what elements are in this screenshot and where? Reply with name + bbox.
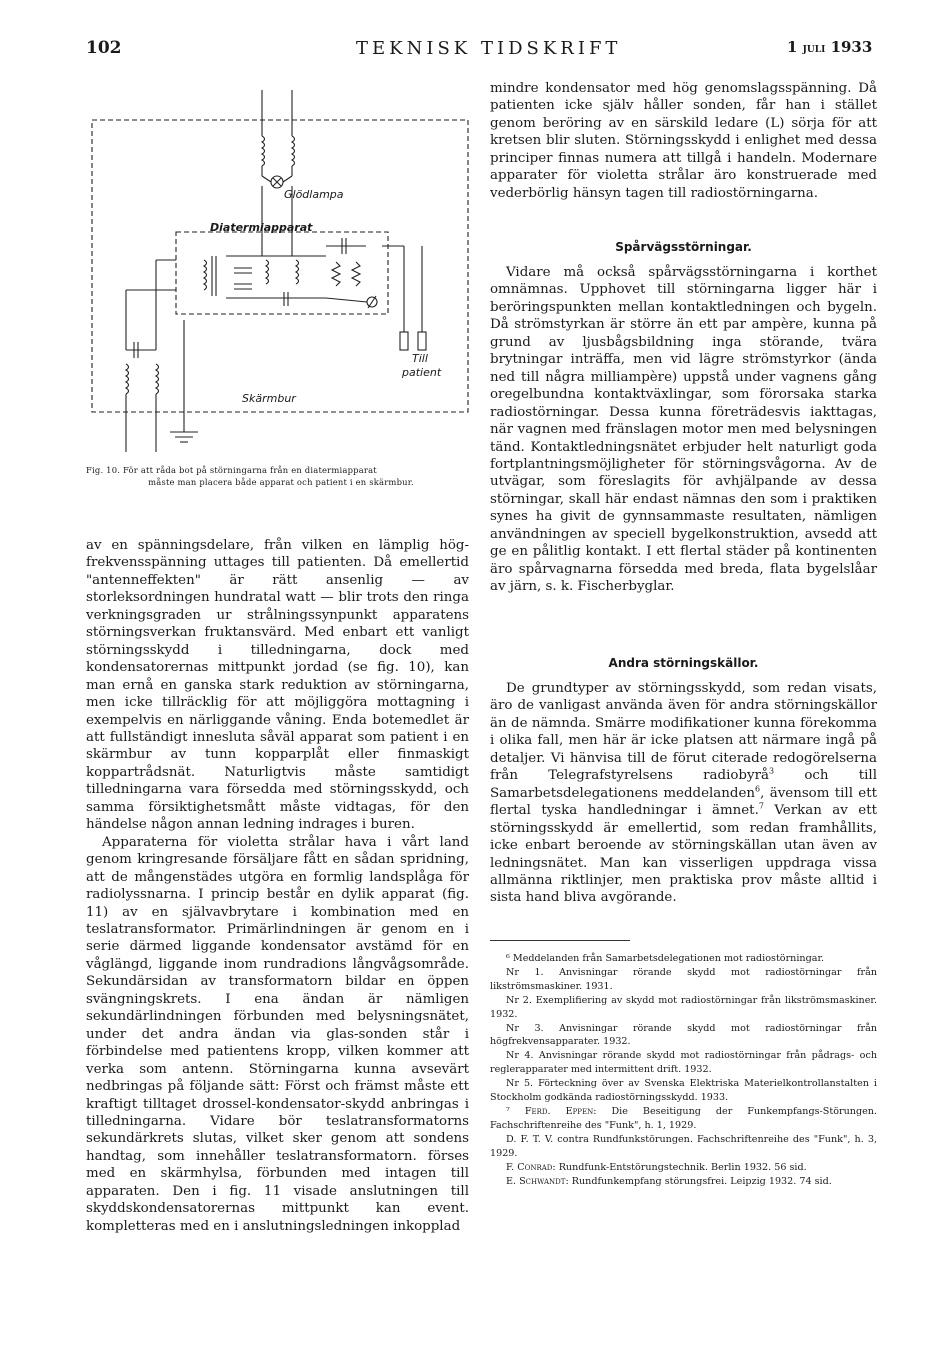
footnote-6-nr3: Nr 3. Anvisningar rörande skydd mot radiostörningar från högfrekvensapparater. 1932.: [490, 1022, 877, 1048]
journal-title: TEKNISK TIDSKRIFT: [356, 38, 622, 59]
heading-sparvagsstorningar: Spårvägsstörningar.: [615, 240, 752, 254]
left-paragraph-1: av en spänningsdelare, från vilken en lämplig hög-frekvensspänning uttages till patienten. Då emellertid "antenneffekten" är rätt ansenlig — av storleksordningen hundratal watt — blir trots den ringa verkningsgraden ur strålningssynpunkt apparatens störningsverkan fruktansvärd. Med enbart ett vanligt störningsskydd i tilledningarna, dock med kondensatorernas mittpunkt jordad (se fig. 10), kan man ernå en ganska stark reduktion av störningarna, men icke tillräcklig för att möjliggöra mottagning i exempelvis en närliggande våning. Enda botemedlet är att fullständigt innesluta såväl apparat som patient i en skärmbur av tunn kopparplåt eller finmaskigt koppartrådsnät. Naturligtvis måste samtidigt tilledningarna vara försedda med störningsskydd, och samma försiktighetsmått måste vidtagas, för den händelse någon annan ledning indrages i buren.: [86, 538, 469, 833]
footnote-ref-6: 6: [755, 784, 761, 794]
text-c: , ävensom till ett flertal tyska handledningar i ämnet.: [490, 785, 877, 819]
right-paragraph-continuation: mindre kondensator med hög genomslagsspänning. Då patienten icke själv håller sonden, får han i stället genom beröring av en särskild ledare (L) sörja för att kretsen blir sluten. Störningsskydd i enlighet med dessa principer finnas numera att tillgå i handeln. Modernare apparater för violetta strålar äro konstruerade med vederbörlig hänsyn tagen till radiostörningarna.: [490, 81, 877, 201]
label-skarmbur: Skärmbur: [242, 392, 296, 405]
label-diatermiapparat: Diatermiapparat: [210, 221, 313, 234]
footnote-6: ⁶ Meddelanden från Samarbetsdelegationen mot radiostörningar.: [506, 953, 825, 964]
figure-10-circuit-diagram: [86, 80, 474, 460]
label-glodlampa: Glödlampa: [284, 188, 344, 201]
footnote-ref-3: 3: [768, 766, 775, 776]
text-b: och till Samarbetsdelegationens meddelanden: [490, 768, 877, 801]
footnote-6-nr4: Nr 4. Anvisningar rörande skydd mot radiostörningar från pådrags- och reglerapparater med intermittent drift. 1932.: [490, 1050, 877, 1076]
issue-day: 1: [787, 38, 798, 56]
footnote-6-nr2: Nr 2. Exemplifiering av skydd mot radiostörningar från likströmsmaskiner. 1932.: [490, 994, 877, 1020]
right-column-continuation: [490, 80, 877, 202]
footnote-7-author: Ferd. Eppen: [524, 1105, 594, 1117]
caption-line-1: Fig. 10. För att råda bot på störningarna från en diatermiapparat: [86, 465, 377, 475]
heading-andra-storningskallor: Andra störningskällor.: [608, 656, 759, 670]
footnote-rule: [490, 940, 630, 941]
right-paragraph-andra: [490, 680, 877, 907]
footnote-7: [490, 1105, 877, 1133]
page-number: 102: [86, 38, 122, 58]
footnotes: [490, 952, 877, 1188]
footnote-7-c-text: : Rundfunk-Entstörungstechnik. Berlin 1932. 56 sid.: [552, 1161, 807, 1173]
footnote-7-d-author: E. Schwandt: [506, 1175, 566, 1187]
left-column: [86, 537, 469, 1235]
footnote-7-c-author: F. Conrad: [506, 1161, 553, 1173]
label-patient: patient: [402, 366, 442, 379]
footnote-7-text: : Die Beseitigung der Funkempfangs-Störungen. Fachschriftenreihe des "Funk", h. 1, 1929.: [490, 1105, 877, 1131]
caption-line-2: måste man placera både apparat och patient i en skärmbur.: [148, 477, 414, 487]
text-a: De grundtyper av störningsskydd, som redan visats, äro de vanligast använda även för andra störningskällor än de nämnda. Smärre modifikationer kunna förekomma i olika fall, men här är icke platsen att närmare ingå på detaljer. Vi hänvisa till de förut citerade redogörelserna från Telegrafstyrelsens radiobyrå: [490, 681, 877, 784]
right-section-2: [490, 680, 877, 907]
left-paragraph-2: Apparaterna för violetta strålar hava i vårt land genom kringresande försäljare fått en sådan spridning, att de mångenstädes utgöra en formlig landsplåga för radiolyssnarna. I princip består en dylik apparat (fig. 11) av en självavbrytare i kombination med en teslatransformator. Primärlindningen är genom en i serie därmed liggande kondensator avstämd för en våglängd, liggande inom rundradions långvågsområde. Sekundärsidan av transformatorn bildar en öppen svängningskrets. I ena ändan är nämligen sekundärlindningen förbunden med belysningsnätet, under det andra ändan via glas-sonden står i förbindelse med patientens kropp, vilken kommer att verka som antenn. Störningarna kunna avsevärt nedbringas på följande sätt: Först och främst måste ett kraftigt tilltaget drossel-kondensator-skydd anbringas i tilledningarna. Vidare bör teslatransformatorns sekundärkrets slutas, vilket sker genom att sondens handtag, som innehåller teslatransformatorn. förses med en skärmhylsa, förbunden med intagen till apparaten. Den i fig. 11 visade anslutningen till skyddskondensatorernas mittpunkt kan event. kompletteras med en i anslutningsledningen inkopplad: [86, 834, 469, 1234]
text-d: Verkan av ett störningsskydd är emellertid, som redan framhållits, icke enbart beroende av störningskällan utan även av ledningsnätet. Man kan visserligen uppdraga vissa allmänna riktlinjer, men praktiska prov måste alltid i sista hand bliva avgörande.: [490, 803, 877, 906]
label-till: Till: [412, 352, 428, 365]
footnote-7-b: D. F. T. V. contra Rundfunkstörungen. Fachschriftenreihe des "Funk", h. 3, 1929.: [490, 1133, 877, 1159]
issue-date: [787, 38, 872, 56]
footnote-7-mark: ⁷: [506, 1105, 510, 1117]
footnote-7-d-text: : Rundfunkempfang störungsfrei. Leipzig 1932. 74 sid.: [565, 1175, 832, 1187]
right-section-1: [490, 264, 877, 596]
footnote-6-nr5: Nr 5. Förteckning över av Svenska Elektriska Materielkontrollanstalten i Stockholm godkända radiostörningsskydd. 1933.: [490, 1078, 877, 1104]
footnote-7-c: [490, 1161, 877, 1175]
footnote-7-d: [490, 1175, 877, 1189]
issue-month: juli: [802, 41, 826, 56]
right-paragraph-sparvag: Vidare må också spårvägsstörningarna i korthet omnämnas. Upphovet till störningarna ligger här i beröringspunkten mellan kontaktledningen och bygeln. Då strömstyrkan är större än ett par ampère, kunna på grund av ljusbågsbildning inga störande, tvära brytningar inträffa, men vid lägre strömstyrkor (ända ned till några milliampère) uppstå under vagnens gång oregelbundna kontaktväxlingar, som förorsaka starka radiostörningar. Dessa kunna företrädesvis iakttagas, när vagnen med fränslagen motor men med belysningen tänd. Kontaktledningsnätet erbjuder helt naturligt goda fortplantningsmöjligheter för störningsvågorna. Av de utvägar, som föreslagits för avhjälpande av dessa störningar, skall här endast nämnas den som i praktiken synes ha givit de gynnsammaste resultaten, nämligen användningen av speciell bygelkonstruktion, avsedd att ge en pålitlig kontakt. I ett flertal städer på kontinenten äro spårvagnarna försedda med breda, flata bygelslåar av järn, s. k. Fischerbyglar.: [490, 265, 877, 595]
figure-caption: [86, 464, 476, 488]
issue-year: 1933: [830, 38, 873, 56]
footnote-ref-7: 7: [758, 801, 764, 811]
footnote-6-nr1: Nr 1. Anvisningar rörande skydd mot radiostörningar från likströmsmaskiner. 1931.: [490, 966, 877, 992]
